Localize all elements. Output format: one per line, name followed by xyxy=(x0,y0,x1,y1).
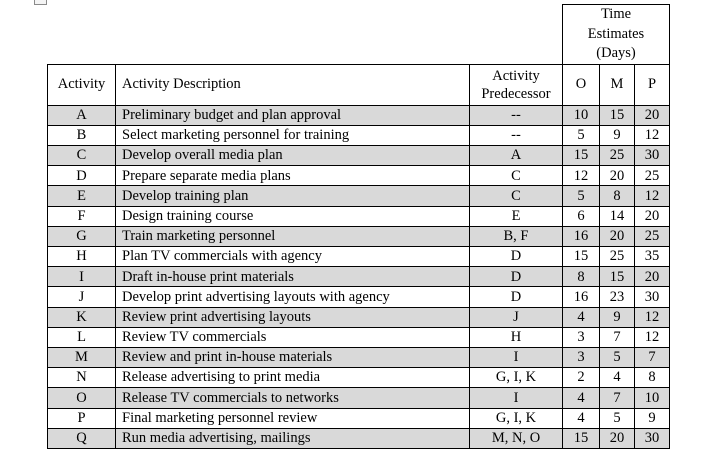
table-row xyxy=(48,307,670,327)
predecessor-cell: G, I, K xyxy=(470,408,563,428)
activity-cell: E xyxy=(48,186,116,206)
o-estimate-cell: 5 xyxy=(563,125,600,145)
predecessor-cell: M, N, O xyxy=(470,428,563,448)
activity-cell: D xyxy=(48,166,116,186)
activity-cell: Q xyxy=(48,428,116,448)
time-estimates-line-2: Estimates xyxy=(587,25,645,42)
o-estimate-cell: 5 xyxy=(563,186,600,206)
description-cell: Review TV commercials xyxy=(116,327,470,347)
o-estimate-cell: 16 xyxy=(563,226,600,246)
predecessor-cell: G, I, K xyxy=(470,368,563,388)
o-header: O xyxy=(563,64,600,105)
table-row xyxy=(48,368,670,388)
predecessor-cell: A xyxy=(470,146,563,166)
o-estimate-cell: 4 xyxy=(563,388,600,408)
activity-cell: N xyxy=(48,368,116,388)
description-cell: Develop print advertising layouts with agency xyxy=(116,287,470,307)
activity-cell: B xyxy=(48,125,116,145)
predecessor-cell: E xyxy=(470,206,563,226)
o-estimate-cell: 16 xyxy=(563,287,600,307)
activity-cell: M xyxy=(48,347,116,367)
predecessor-cell: I xyxy=(470,347,563,367)
activity-cell: J xyxy=(48,287,116,307)
m-estimate-cell: 8 xyxy=(600,186,635,206)
description-cell: Develop training plan xyxy=(116,186,470,206)
p-estimate-cell: 12 xyxy=(635,186,670,206)
predecessor-header-line-1: Activity xyxy=(492,67,540,84)
p-estimate-cell: 12 xyxy=(635,307,670,327)
m-estimate-cell: 7 xyxy=(600,327,635,347)
header-row-columns xyxy=(48,64,670,105)
table-row xyxy=(48,327,670,347)
p-estimate-cell: 10 xyxy=(635,388,670,408)
time-estimates-header xyxy=(563,5,670,65)
time-estimates-line-3: (Days) xyxy=(596,45,636,62)
p-estimate-cell: 25 xyxy=(635,226,670,246)
predecessor-cell: C xyxy=(470,186,563,206)
m-header: M xyxy=(600,64,635,105)
table-row xyxy=(48,267,670,287)
predecessor-cell: D xyxy=(470,267,563,287)
table-row xyxy=(48,105,670,125)
m-estimate-cell: 20 xyxy=(600,226,635,246)
description-cell: Preliminary budget and plan approval xyxy=(116,105,470,125)
description-cell: Plan TV commercials with agency xyxy=(116,247,470,267)
o-estimate-cell: 10 xyxy=(563,105,600,125)
activity-cell: A xyxy=(48,105,116,125)
activity-cell: H xyxy=(48,247,116,267)
description-cell: Review print advertising layouts xyxy=(116,307,470,327)
description-cell: Prepare separate media plans xyxy=(116,166,470,186)
predecessor-cell: C xyxy=(470,166,563,186)
o-estimate-cell: 15 xyxy=(563,146,600,166)
header-row-time xyxy=(48,5,670,65)
description-cell: Train marketing personnel xyxy=(116,226,470,246)
o-estimate-cell: 4 xyxy=(563,307,600,327)
predecessor-cell: H xyxy=(470,327,563,347)
p-estimate-cell: 7 xyxy=(635,347,670,367)
p-estimate-cell: 20 xyxy=(635,267,670,287)
predecessor-cell: D xyxy=(470,287,563,307)
description-cell: Develop overall media plan xyxy=(116,146,470,166)
time-estimates-line-1: Time xyxy=(600,6,632,22)
m-estimate-cell: 14 xyxy=(600,206,635,226)
predecessor-cell: -- xyxy=(470,125,563,145)
description-cell: Run media advertising, mailings xyxy=(116,428,470,448)
activity-header: Activity xyxy=(48,64,116,105)
predecessor-cell: D xyxy=(470,247,563,267)
m-estimate-cell: 5 xyxy=(600,347,635,367)
m-estimate-cell: 15 xyxy=(600,267,635,287)
m-estimate-cell: 7 xyxy=(600,388,635,408)
m-estimate-cell: 20 xyxy=(600,428,635,448)
description-cell: Final marketing personnel review xyxy=(116,408,470,428)
activity-cell: L xyxy=(48,327,116,347)
activity-cell: I xyxy=(48,267,116,287)
description-header: Activity Description xyxy=(116,64,470,105)
description-cell: Select marketing personnel for training xyxy=(116,125,470,145)
p-estimate-cell: 12 xyxy=(635,125,670,145)
table-row xyxy=(48,388,670,408)
predecessor-cell: I xyxy=(470,388,563,408)
table-row xyxy=(48,247,670,267)
table-row xyxy=(48,146,670,166)
activity-cell: F xyxy=(48,206,116,226)
table-row xyxy=(48,166,670,186)
table-row xyxy=(48,125,670,145)
o-estimate-cell: 3 xyxy=(563,327,600,347)
p-estimate-cell: 20 xyxy=(635,206,670,226)
p-estimate-cell: 25 xyxy=(635,166,670,186)
p-estimate-cell: 30 xyxy=(635,428,670,448)
m-estimate-cell: 25 xyxy=(600,247,635,267)
table-row xyxy=(48,408,670,428)
predecessor-cell: J xyxy=(470,307,563,327)
m-estimate-cell: 4 xyxy=(600,368,635,388)
p-header: P xyxy=(635,64,670,105)
activity-cell: K xyxy=(48,307,116,327)
o-estimate-cell: 12 xyxy=(563,166,600,186)
table-row xyxy=(48,287,670,307)
description-cell: Review and print in-house materials xyxy=(116,347,470,367)
activity-time-table xyxy=(47,4,670,449)
predecessor-cell: -- xyxy=(470,105,563,125)
o-estimate-cell: 4 xyxy=(563,408,600,428)
o-estimate-cell: 2 xyxy=(563,368,600,388)
activity-cell: C xyxy=(48,146,116,166)
p-estimate-cell: 12 xyxy=(635,327,670,347)
description-cell: Draft in-house print materials xyxy=(116,267,470,287)
o-estimate-cell: 3 xyxy=(563,347,600,367)
o-estimate-cell: 15 xyxy=(563,428,600,448)
activity-cell: P xyxy=(48,408,116,428)
table-row xyxy=(48,226,670,246)
m-estimate-cell: 23 xyxy=(600,287,635,307)
p-estimate-cell: 8 xyxy=(635,368,670,388)
o-estimate-cell: 8 xyxy=(563,267,600,287)
description-cell: Design training course xyxy=(116,206,470,226)
description-cell: Release advertising to print media xyxy=(116,368,470,388)
o-estimate-cell: 6 xyxy=(563,206,600,226)
m-estimate-cell: 25 xyxy=(600,146,635,166)
table-row xyxy=(48,347,670,367)
p-estimate-cell: 30 xyxy=(635,146,670,166)
p-estimate-cell: 30 xyxy=(635,287,670,307)
table-row xyxy=(48,206,670,226)
m-estimate-cell: 20 xyxy=(600,166,635,186)
predecessor-header-line-2: Predecessor xyxy=(481,85,551,102)
description-cell: Release TV commercials to networks xyxy=(116,388,470,408)
m-estimate-cell: 9 xyxy=(600,125,635,145)
activity-cell: G xyxy=(48,226,116,246)
m-estimate-cell: 5 xyxy=(600,408,635,428)
p-estimate-cell: 9 xyxy=(635,408,670,428)
table-row xyxy=(48,428,670,448)
m-estimate-cell: 15 xyxy=(600,105,635,125)
p-estimate-cell: 20 xyxy=(635,105,670,125)
predecessor-header xyxy=(470,64,563,105)
predecessor-cell: B, F xyxy=(470,226,563,246)
table-row xyxy=(48,186,670,206)
activity-cell: O xyxy=(48,388,116,408)
m-estimate-cell: 9 xyxy=(600,307,635,327)
p-estimate-cell: 35 xyxy=(635,247,670,267)
table-move-handle[interactable] xyxy=(34,0,47,5)
o-estimate-cell: 15 xyxy=(563,247,600,267)
